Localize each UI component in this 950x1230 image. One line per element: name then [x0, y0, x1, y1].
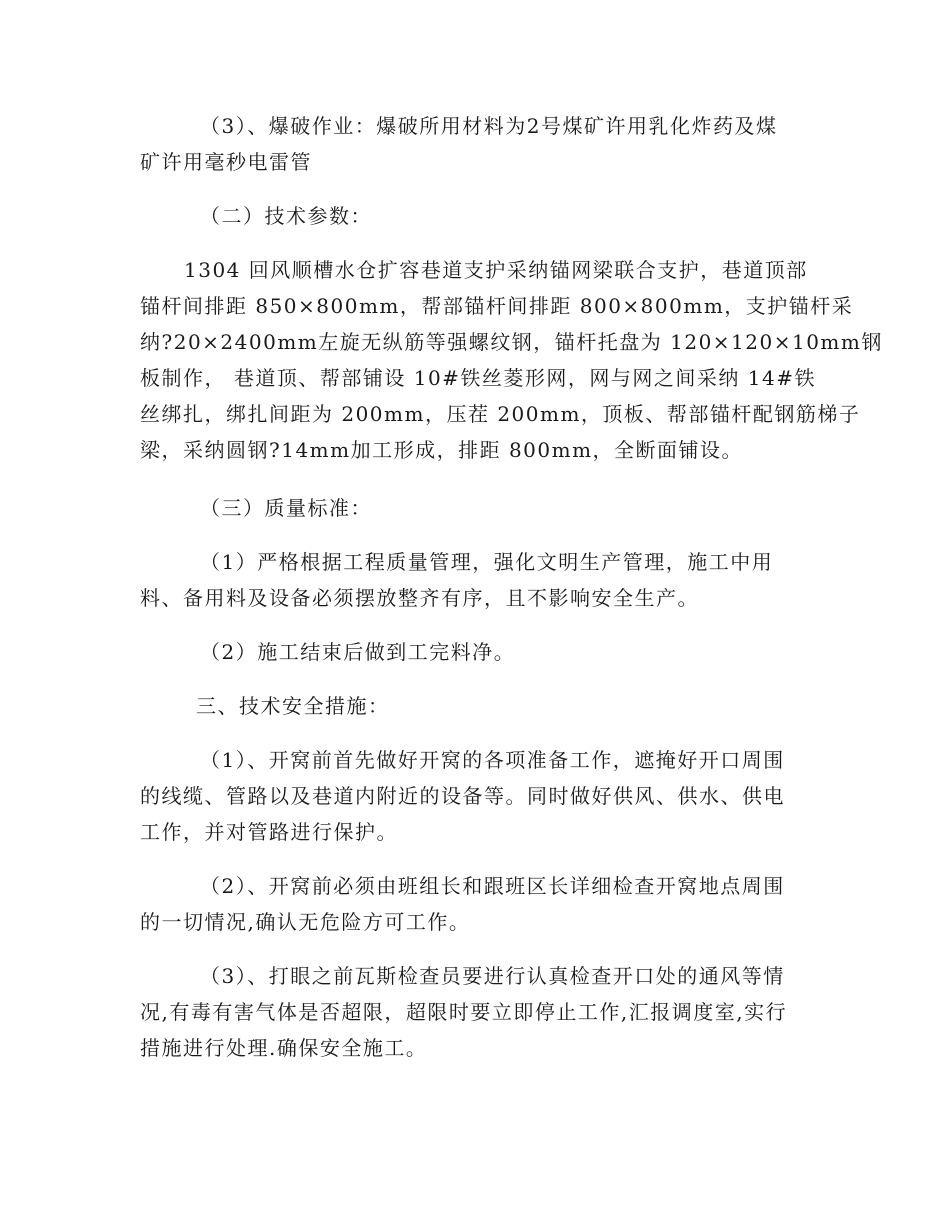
text-line: （3）、打眼之前瓦斯检查员要进行认真检查开口处的通风等情	[200, 964, 785, 988]
text-line: 三、技术安全措施：	[196, 694, 390, 718]
text-line: 矿许用毫秒电雷管	[140, 150, 312, 174]
text-line: （三）质量标准：	[200, 496, 372, 520]
text-line: 丝绑扎，绑扎间距为 200mm，压茬 200mm，顶板、帮部锚杆配钢筋梯子	[140, 402, 861, 426]
section-heading-safety	[140, 688, 808, 724]
text-line: （1）、开窝前首先做好开窝的各项准备工作，遮掩好开口周围	[200, 748, 785, 772]
text-line: 措施进行处理.确保安全施工。	[140, 1036, 428, 1060]
text-line: 纳?20×2400mm左旋无纵筋等强螺纹钢，锚杆托盘为 120×120×10mm钢	[140, 330, 883, 354]
text-line: 梁，采纳圆钢?14mm加工形成，排距 800mm，全断面铺设。	[140, 438, 744, 462]
paragraph-safety-2	[140, 868, 808, 940]
text-line: （1）严格根据工程质量管理，强化文明生产管理，施工中用	[200, 550, 774, 574]
text-line: 况,有毒有害气体是否超限，超限时要立即停止工作,汇报调度室,实行	[140, 1000, 788, 1024]
text-line: （2）施工结束后做到工完料净。	[200, 640, 516, 664]
text-line: （3）、爆破作业：爆破所用材料为2号煤矿许用乳化炸药及煤	[200, 114, 778, 138]
text-line: 1304 回风顺槽水仓扩容巷道支护采纳锚网梁联合支护，巷道顶部	[184, 258, 808, 282]
text-line: 料、备用料及设备必须摆放整齐有序，且不影响安全生产。	[140, 586, 699, 610]
text-line: （二）技术参数：	[200, 204, 372, 228]
text-line: （2）、开窝前必须由班组长和跟班区长详细检查开窝地点周围	[200, 874, 785, 898]
paragraph-quality-2	[140, 634, 808, 670]
section-heading-quality	[140, 490, 808, 526]
paragraph-quality-1	[140, 544, 808, 616]
text-line: 工作，并对管路进行保护。	[140, 820, 398, 844]
paragraph-safety-3	[140, 958, 808, 1066]
paragraph-safety-1	[140, 742, 808, 850]
text-line: 锚杆间排距 850×800mm，帮部锚杆间排距 800×800mm，支护锚杆采	[140, 294, 854, 318]
section-heading-tech-params	[140, 198, 808, 234]
paragraph-blasting	[140, 108, 808, 180]
text-line: 的线缆、管路以及巷道内附近的设备等。同时做好供风、供水、供电	[140, 784, 785, 808]
text-line: 的一切情况,确认无危险方可工作。	[140, 910, 471, 934]
text-line: 板制作， 巷道顶、帮部铺设 10#铁丝菱形网，网与网之间采纳 14#铁	[140, 366, 816, 390]
paragraph-tech-params	[140, 252, 883, 468]
